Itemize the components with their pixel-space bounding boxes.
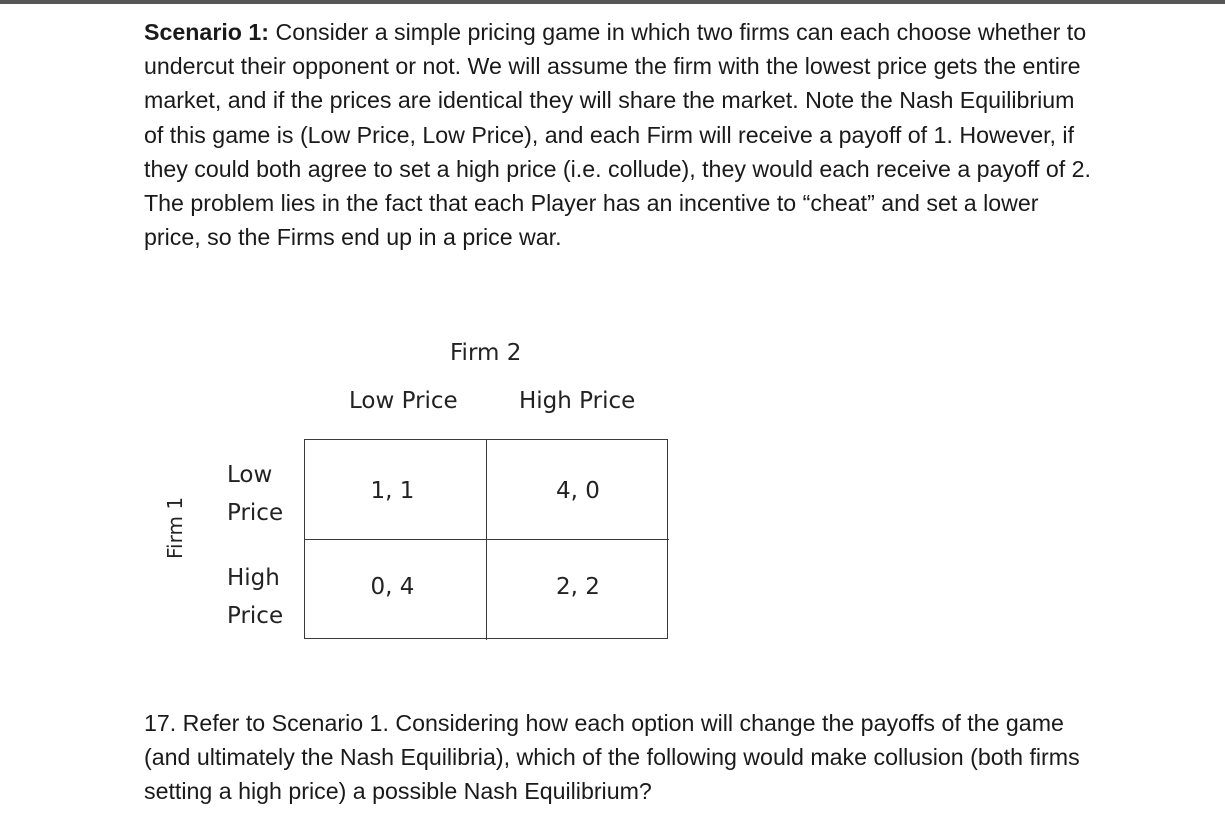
row-header-low-line1: Low — [227, 462, 273, 488]
scenario-body: Consider a simple pricing game in which two firms can each choose whether to undercut their opponent or not. We will assume the firm with the lowest price gets the entire market, and if the prices are identical they will share the market. Note the Nash Equilibrium of this game is (Low Price, Low Price), and each Firm will receive a payoff of 1. However, if they could both agree to set a high price (i.e. collude), they would each receive a payoff of 2. The problem lies in the fact that each Player has an incentive to “cheat” and set a lower price, so the Firms end up in a price war. — [144, 19, 1091, 251]
column-header-low-price: Low Price — [349, 388, 458, 414]
question-paragraph: 17. Refer to Scenario 1. Considering how each option will change the payoffs of the game (and ultimately the Nash Equilibria), which of the following would make collusion (both firms setting a high price) a possible Nash Equilibrium? — [144, 710, 1080, 805]
row-header-high-line2: Price — [227, 603, 284, 629]
top-divider — [0, 0, 1225, 4]
scenario-paragraph — [144, 15, 1094, 254]
row-player-label: Firm 1 — [163, 496, 187, 559]
payoff-cell-low-high: 4, 0 — [487, 440, 669, 540]
row-header-low-line2: Price — [227, 500, 284, 526]
scenario-lead: Scenario 1: — [144, 19, 270, 45]
row-header-low-price — [227, 456, 307, 532]
row-header-high-line1: High — [227, 565, 280, 591]
column-header-high-price: High Price — [519, 388, 636, 414]
payoff-cell-high-high: 2, 2 — [556, 574, 600, 600]
payoff-cell-high-low: 0, 4 — [305, 540, 487, 640]
row-header-high-price — [227, 559, 307, 635]
payoff-cell-low-low: 1, 1 — [305, 440, 487, 540]
payoff-matrix — [304, 439, 668, 639]
column-player-label: Firm 2 — [450, 340, 522, 366]
